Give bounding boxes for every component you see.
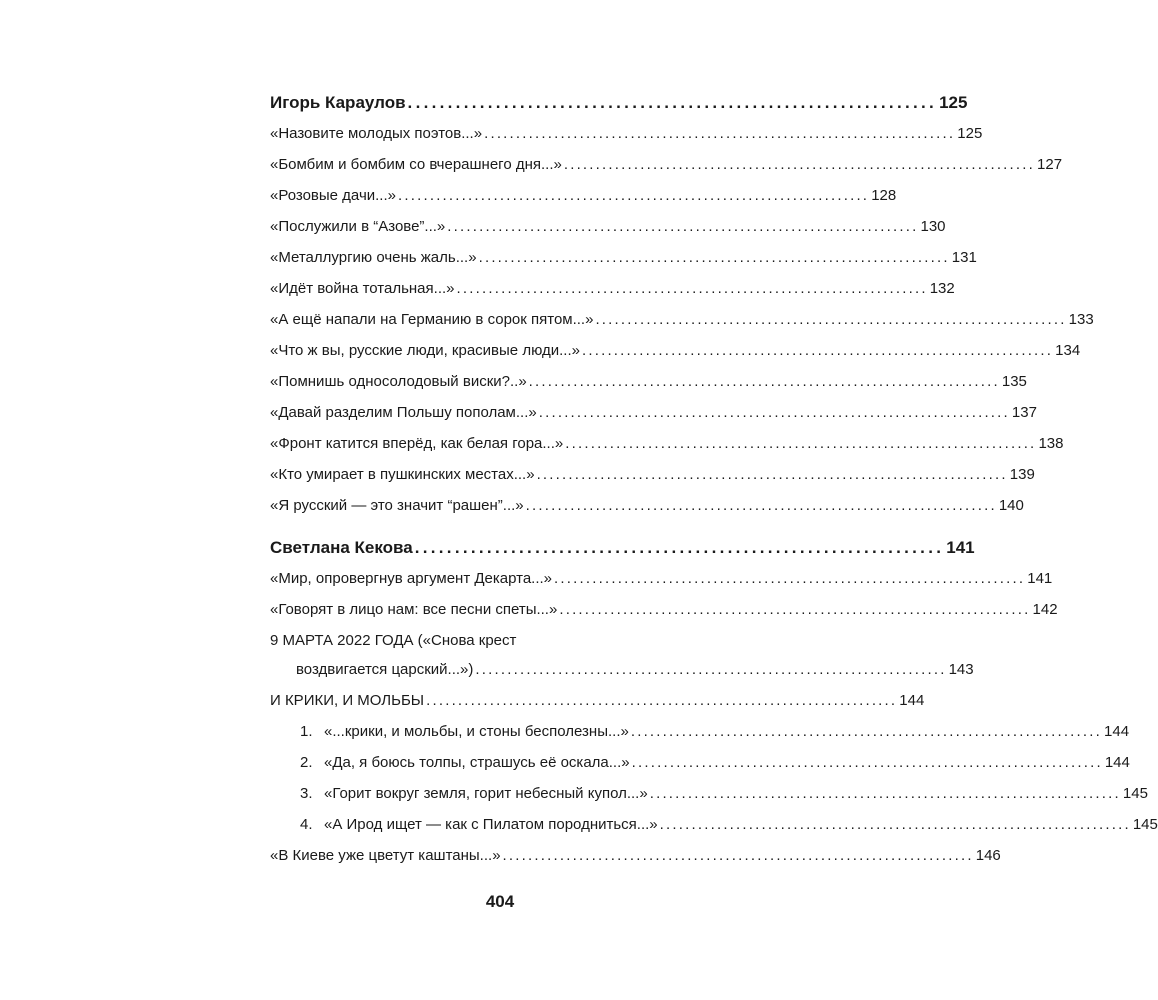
entry-title: И КРИКИ, И МОЛЬБЫ (270, 692, 425, 709)
entry-title: «А ещё напали на Германию в сорок пятом...» (270, 311, 594, 328)
entry-title: «Говорят в лицо нам: все песни спеты...» (270, 601, 558, 618)
author-name: Игорь Караулов (270, 93, 406, 112)
subentry-number: 2. (300, 754, 313, 771)
dot-leader: .......................................................................... (456, 280, 928, 297)
dot-leader: .......................................................................... (478, 249, 950, 266)
toc-entry (270, 335, 1081, 366)
toc-entry (270, 304, 1094, 335)
dot-leader: .......................................................................... (538, 404, 1010, 421)
entry-page: 133 (1068, 311, 1094, 328)
toc-section (270, 533, 1158, 871)
entry-page: 146 (975, 847, 1001, 864)
entry-title-line2: воздвигается царский...») (296, 661, 474, 678)
page-number: 404 (485, 892, 515, 911)
entry-title: «Металлургию очень жаль...» (270, 249, 477, 266)
dot-leader: .......................................................................... (563, 156, 1036, 173)
toc-subentry (270, 716, 1130, 747)
toc-entry (270, 563, 1053, 594)
dot-leader: .......................................................................... (631, 754, 1103, 771)
toc-entry-first-line (270, 628, 730, 654)
dot-leader: .......................................................................... (554, 570, 1026, 587)
toc-entry (270, 490, 1024, 521)
dot-leader: .......................................................................... (536, 466, 1008, 483)
entry-page: 138 (1038, 435, 1064, 452)
toc-entry (270, 594, 1058, 625)
toc-subentry (270, 778, 1148, 809)
entry-page: 125 (957, 125, 983, 142)
entry-page: 128 (871, 187, 897, 204)
entry-title: «Горит вокруг земля, горит небесный купол...» (324, 785, 648, 802)
entry-page: 141 (1027, 570, 1053, 587)
dot-leader: .......................................................................... (559, 601, 1031, 618)
toc-subentry (270, 809, 1158, 840)
toc-entry (270, 397, 1037, 428)
toc-entry (270, 149, 1063, 180)
toc-entry (270, 118, 983, 149)
entry-page: 134 (1055, 342, 1081, 359)
entry-page: 140 (998, 497, 1024, 514)
entry-page: 145 (1122, 785, 1148, 802)
author-page: 125 (939, 93, 968, 112)
entry-page: 144 (899, 692, 925, 709)
dot-leader: .......................................................................... (649, 785, 1121, 802)
dot-leader: .......................................................................... (595, 311, 1067, 328)
toc-entry (270, 211, 946, 242)
dot-leader: .......................................................................... (475, 661, 947, 678)
entry-title: «А Ирод ищет — как с Пилатом породниться...» (324, 816, 658, 833)
dot-leader: .......................................................................... (630, 723, 1103, 740)
author-name: Светлана Кекова (270, 538, 413, 557)
entry-title: «Что ж вы, русские люди, красивые люди...» (270, 342, 580, 359)
toc-author-heading (270, 88, 968, 118)
dot-leader: .......................................................................... (484, 125, 956, 142)
entry-title: «Назовите молодых поэтов...» (270, 125, 483, 142)
entry-title: «Бомбим и бомбим со вчерашнего дня...» (270, 156, 562, 173)
toc-entry (270, 242, 977, 273)
dot-leader: .......................................................................... (565, 435, 1037, 452)
toc-entry (270, 366, 1027, 397)
toc-entry-continuation (270, 654, 974, 685)
toc-entry (270, 459, 1035, 490)
entry-title: «...крики, и мольбы, и стоны бесполезны...» (324, 723, 629, 740)
entry-page: 143 (948, 661, 974, 678)
entry-title: «В Киеве уже цветут каштаны...» (270, 847, 501, 864)
dot-leader: .......................................................................... (397, 187, 870, 204)
table-of-contents (270, 88, 1158, 871)
entry-title: «Я русский — это значит “рашен”...» (270, 497, 524, 514)
entry-page: 144 (1104, 723, 1130, 740)
dot-leader: .......................................................................... (528, 373, 1000, 390)
entry-page: 139 (1009, 466, 1035, 483)
entry-title: «Идёт война тотальная...» (270, 280, 455, 297)
dot-leader: .................................................................. (414, 538, 945, 557)
entry-title: «Розовые дачи...» (270, 187, 396, 204)
entry-title: «Давай разделим Польшу пополам...» (270, 404, 537, 421)
entry-page: 127 (1037, 156, 1063, 173)
entry-page: 137 (1011, 404, 1037, 421)
entry-page: 145 (1132, 816, 1158, 833)
toc-section (270, 88, 1094, 521)
author-page: 141 (946, 538, 975, 557)
toc-entry (270, 180, 897, 211)
dot-leader: .......................................................................... (502, 847, 974, 864)
dot-leader: .......................................................................... (447, 218, 919, 235)
toc-subentry (270, 747, 1130, 778)
subentry-number: 3. (300, 785, 313, 802)
dot-leader: .......................................................................... (525, 497, 997, 514)
entry-page: 142 (1032, 601, 1058, 618)
subentry-number: 1. (300, 723, 313, 740)
entry-title: «Да, я боюсь толпы, страшусь её оскала...» (324, 754, 630, 771)
entry-title-line1: 9 МАРТА 2022 ГОДА («Снова крест (270, 632, 517, 649)
toc-entry (270, 428, 1064, 459)
toc-entry (270, 840, 1001, 871)
entry-page: 135 (1001, 373, 1027, 390)
entry-page: 131 (951, 249, 977, 266)
entry-page: 132 (929, 280, 955, 297)
subentry-number: 4. (300, 816, 313, 833)
toc-entry (270, 685, 925, 716)
entry-page: 130 (920, 218, 946, 235)
dot-leader: .................................................................. (407, 93, 938, 112)
entry-page: 144 (1104, 754, 1130, 771)
dot-leader: .......................................................................... (426, 692, 898, 709)
entry-title: «Помнишь односолодовый виски?..» (270, 373, 527, 390)
entry-title: «Послужили в “Азове”...» (270, 218, 446, 235)
dot-leader: .......................................................................... (659, 816, 1131, 833)
entry-title: «Мир, опровергнув аргумент Декарта...» (270, 570, 553, 587)
dot-leader: .......................................................................... (581, 342, 1054, 359)
toc-entry (270, 273, 955, 304)
toc-author-heading (270, 533, 975, 563)
entry-title: «Кто умирает в пушкинских местах...» (270, 466, 535, 483)
entry-title: «Фронт катится вперёд, как белая гора...» (270, 435, 564, 452)
